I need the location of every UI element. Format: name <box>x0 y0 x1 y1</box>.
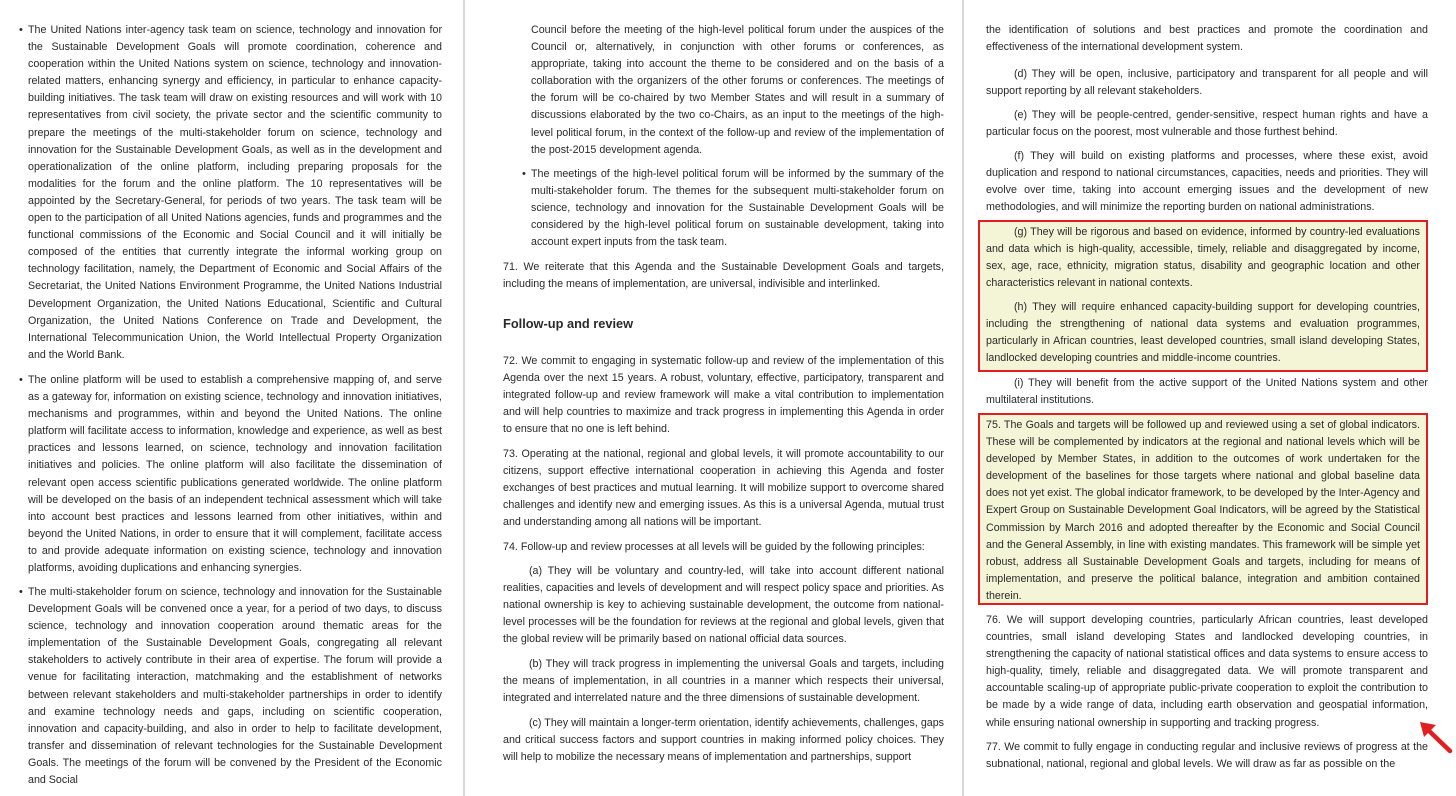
paragraph-74: 74. Follow-up and review processes at all levels will be guided by the following principles: <box>503 541 925 553</box>
principle-g: (g) They will be rigorous and based on evidence, informed by country-led evaluations and data which is high-quality, accessible, timely, reliable and disaggregated by income, sex, age, race, ethnicity, migration status, disability and geographic location and other characteristics relevant in national contexts. <box>986 226 1420 290</box>
paragraph-continuation: the identification of solutions and best practices and promote the coordination and effectiveness of the international development system. <box>986 24 1428 54</box>
document-page-3 <box>964 0 1456 796</box>
paragraph-continuation: Council before the meeting of the high-level political forum under the auspices of the Council or, alternatively, in conjunction with other forums or conferences, as appropriate, taking into account the theme to be considered and on the basis of a collaboration with the organizers of the other forums or conferences. The meetings of the forum will be co-chaired by two Member States and will result in a summary of discussions elaborated by the two co-Chairs, as an input to the meetings of the high-level political forum, in the context of the follow-up and review of the implementation of the post-2015 development agenda. <box>531 24 944 156</box>
paragraph-71: 71. We reiterate that this Agenda and the Sustainable Development Goals and targets, including the means of implementation, are universal, indivisible and interlinked. <box>503 261 944 291</box>
bullet-multistakeholder-forum: • The multi-stakeholder forum on science, technology and innovation for the Sustainable Development Goals will be convened once a year, for a period of two days, to discuss science, technology and innovation cooperation around thematic areas for the implementation of the Sustainable Development Goals, congregating all relevant stakeholders to actively contribute in their area of expertise. The forum will provide a venue for facilitating interaction, matchmaking and the establishment of networks between relevant stakeholders and multi-stakeholder partnerships in order to identify and examine technology needs and gaps, including on scientific cooperation, innovation and capacity-building, and also in order to help to facilitate development, transfer and dissemination of relevant technologies for the Sustainable Development Goals. The meetings of the forum will be convened by the President of the Economic and Social <box>28 584 442 789</box>
paragraph-75: 75. The Goals and targets will be followed up and reviewed using a set of global indicators. These will be complemented by indicators at the regional and national levels which will be developed by Member States, in addition to the outcomes of work undertaken for the development of the baselines for those targets where national and global baseline data does not yet exist. The global indicator framework, to be developed by the Inter-Agency and Expert Group on Sustainable Development Goal Indicators, will be agreed by the Statistical Commission by March 2016 and adopted thereafter by the Economic and Social Council and the General Assembly, in line with existing mandates. This framework will be simple yet robust, address all Sustainable Development Goals and targets, including for means of implementation, and preserve the political balance, integration and ambition contained therein. <box>986 419 1420 602</box>
document-page-2 <box>465 0 962 796</box>
bullet-hlpf-summary: • The meetings of the high-level political forum will be informed by the summary of the multi-stakeholder forum. The themes for the subsequent multi-stakeholder forum on science, technology and innovation for the Sustainable Development Goals will be considered by the high-level political forum on sustainable development, taking into account expert inputs from the task team. <box>531 166 944 251</box>
section-heading: Follow-up and review <box>503 316 634 331</box>
bullet-task-team: • The United Nations inter-agency task team on science, technology and innovation for the Sustainable Development Goals will promote coordination, coherence and cooperation within the United Nations system on science, technology and innovation-related matters, enhancing synergy and efficiency, in particular to enhance capacity-building initiatives. The task team will draw on existing resources and will work with 10 representatives from civil society, the private sector and the scientific community to prepare the meetings of the multi-stakeholder forum on science, technology and innovation for the Sustainable Development Goals, as well as in the development and operationalization of the online platform, including preparing proposals for the modalities for the forum and the online platform. The 10 representatives will be appointed by the Secretary-General, for periods of two years. The task team will be open to the participation of all United Nations agencies, funds and programmes and the functional commissions of the Economic and Social Council and it will initially be composed of the entities that currently integrate the informal working group on technology facilitation, namely, the Department of Economic and Social Affairs of the Secretariat, the United Nations Environment Programme, the United Nations Industrial Development Organization, the United Nations Educational, Scientific and Cultural Organization, the United Nations Conference on Trade and Development, the International Telecommunication Union, the World Intellectual Property Organization and the World Bank. <box>28 22 442 364</box>
principle-i: (i) They will benefit from the active support of the United Nations system and other multilateral institutions. <box>986 377 1428 407</box>
principle-h: (h) They will require enhanced capacity-building support for developing countries, including the strengthening of national data systems and evaluation programmes, particularly in African countries, least developed countries, small island developing States, landlocked developing countries and middle-income countries. <box>986 301 1420 365</box>
document-page-1 <box>0 0 463 796</box>
principle-d: (d) They will be open, inclusive, participatory and transparent for all people and will support reporting by all relevant stakeholders. <box>986 68 1428 98</box>
principle-f: (f) They will build on existing platforms and processes, where these exist, avoid duplication and respond to national circumstances, capacities, needs and priorities. They will evolve over time, taking into account emerging issues and the development of new methodologies, and will minimize the reporting burden on national administrations. <box>986 150 1428 214</box>
paragraph-77: 77. We commit to fully engage in conducting regular and inclusive reviews of progress at the subnational, national, regional and global levels. We will draw as far as possible on the <box>986 741 1428 771</box>
bullet-online-platform: • The online platform will be used to establish a comprehensive mapping of, and serve as a gateway for, information on existing science, technology and innovation initiatives, mechanisms and programmes, within and beyond the United Nations. The online platform will facilitate access to information, knowledge and experience, as well as best practices and lessons learned, on science, technology and innovation facilitation initiatives and policies. The online platform will also facilitate the dissemination of relevant open access scientific publications generated worldwide. The online platform will be developed on the basis of an independent technical assessment which will take into account best practices and lessons learned from other initiatives, within and beyond the United Nations, in order to ensure that it will complement, facilitate access to and provide adequate information on existing science, technology and innovation platforms, avoiding duplications and enhancing synergies. <box>28 372 442 577</box>
paragraph-76: 76. We will support developing countries, particularly African countries, least developed countries, small island developing States and landlocked developing countries, in strengthening the capacity of national statistical offices and data systems to ensure access to high-quality, timely, reliable and disaggregated data. We will promote transparent and accountable scaling-up of appropriate public-private cooperation to exploit the contribution to be made by a wide range of data, including earth observation and geospatial information, while ensuring national ownership in supporting and tracking progress. <box>986 614 1428 729</box>
paragraph-73: 73. Operating at the national, regional and global levels, it will promote accountability to our citizens, support effective international cooperation in achieving this Agenda and foster exchanges of best practices and mutual learning. It will mobilize support to overcome shared challenges and identify new and emerging issues. As this is a universal Agenda, mutual trust and understanding among all nations will be important. <box>503 448 944 529</box>
principle-e: (e) They will be people-centred, gender-sensitive, respect human rights and have a particular focus on the poorest, most vulnerable and those furthest behind. <box>986 109 1428 139</box>
principle-a: (a) They will be voluntary and country-led, will take into account different national realities, capacities and levels of development and will respect policy space and priorities. As national ownership is key to achieving sustainable development, the outcome from national-level processes will be the foundation for reviews at the regional and global levels, given that the global review will be primarily based on national official data sources. <box>503 565 944 646</box>
principle-c: (c) They will maintain a longer-term orientation, identify achievements, challenges, gaps and critical success factors and support countries in making informed policy choices. They will help to mobilize the necessary means of implementation and partnerships, support <box>503 717 944 764</box>
paragraph-72: 72. We commit to engaging in systematic follow-up and review of the implementation of this Agenda over the next 15 years. A robust, voluntary, effective, participatory, transparent and integrated follow-up and review framework will make a vital contribution to implementation and will help countries to maximize and track progress in implementing this Agenda in order to ensure that no one is left behind. <box>503 355 944 436</box>
red-arrow-icon <box>1416 718 1456 758</box>
principle-b: (b) They will track progress in implementing the universal Goals and targets, including the means of implementation, in all countries in a manner which respects their universal, integrated and interrelated nature and the three dimensions of sustainable development. <box>503 658 944 705</box>
